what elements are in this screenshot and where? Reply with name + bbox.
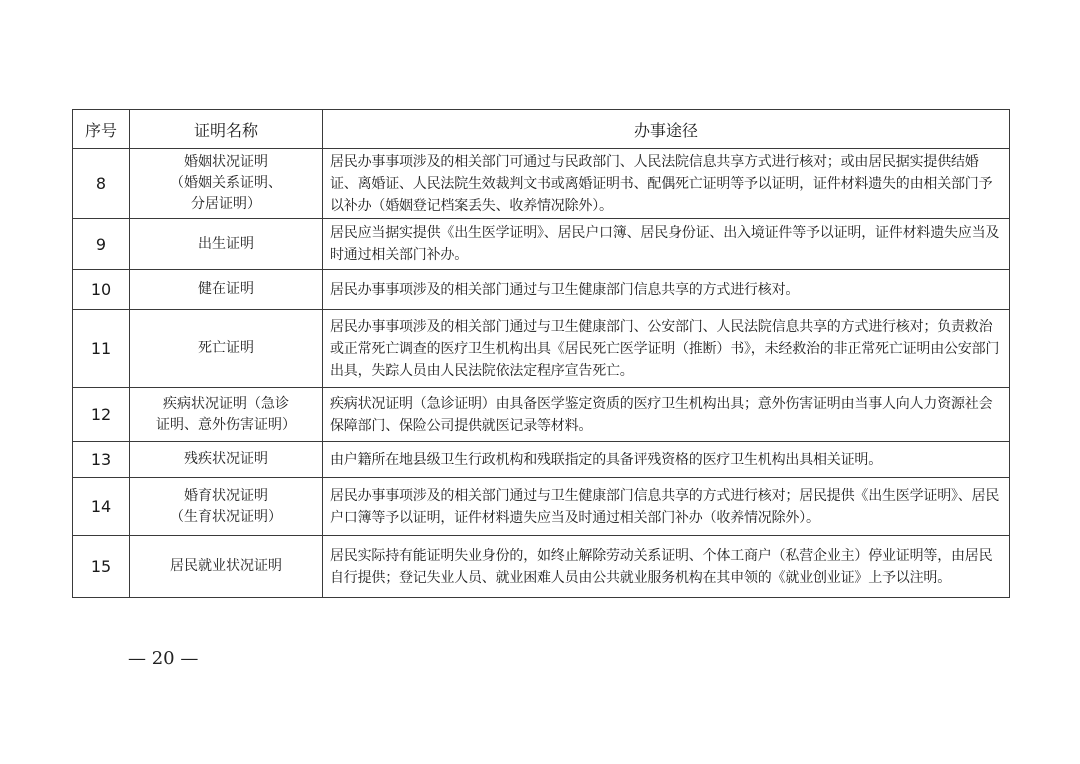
row-number: 14 — [73, 478, 130, 536]
procedure-text: 疾病状况证明（急诊证明）由具备医学鉴定资质的医疗卫生机构出具；意外伤害证明由当事人向人力资源社会保障部门、保险公司提供就医记录等材料。 — [323, 388, 1010, 442]
row-number: 8 — [73, 149, 130, 219]
procedure-text: 居民办事事项涉及的相关部门可通过与民政部门、人民法院信息共享方式进行核对；或由居民据实提供结婚证、离婚证、人民法院生效裁判文书或离婚证明书、配偶死亡证明等予以证明，证件材料遗失的由相关部门予以补办（婚姻登记档案丢失、收养情况除外）。 — [323, 149, 1010, 219]
row-number: 9 — [73, 219, 130, 270]
table-row — [73, 536, 1010, 598]
certificate-name: 死亡证明 — [130, 310, 323, 388]
header-procedure: 办事途径 — [323, 110, 1010, 149]
table-row — [73, 388, 1010, 442]
header-row — [73, 110, 1010, 149]
procedure-text: 居民办事事项涉及的相关部门通过与卫生健康部门信息共享的方式进行核对；居民提供《出生医学证明》、居民户口簿等予以证明，证件材料遗失应当及时通过相关部门补办（收养情况除外）。 — [323, 478, 1010, 536]
procedure-text: 居民办事事项涉及的相关部门通过与卫生健康部门信息共享的方式进行核对。 — [323, 270, 1010, 310]
row-number: 12 — [73, 388, 130, 442]
table-row — [73, 442, 1010, 478]
certificate-name: 健在证明 — [130, 270, 323, 310]
certificate-name: 居民就业状况证明 — [130, 536, 323, 598]
header-seq: 序号 — [73, 110, 130, 149]
certificate-name: 婚育状况证明 （生育状况证明） — [130, 478, 323, 536]
page-number: — 20 — — [128, 648, 199, 669]
procedure-text: 由户籍所在地县级卫生行政机构和残联指定的具备评残资格的医疗卫生机构出具相关证明。 — [323, 442, 1010, 478]
certificate-name: 疾病状况证明（急诊 证明、意外伤害证明） — [130, 388, 323, 442]
procedure-text: 居民办事事项涉及的相关部门通过与卫生健康部门、公安部门、人民法院信息共享的方式进行核对；负责救治或正常死亡调查的医疗卫生机构出具《居民死亡医学证明（推断）书》，未经救治的非正常死亡证明由公安部门出具，失踪人员由人民法院依法定程序宣告死亡。 — [323, 310, 1010, 388]
row-number: 15 — [73, 536, 130, 598]
procedure-text: 居民应当据实提供《出生医学证明》、居民户口簿、居民身份证、出入境证件等予以证明，证件材料遗失应当及时通过相关部门补办。 — [323, 219, 1010, 270]
table-row — [73, 310, 1010, 388]
row-number: 13 — [73, 442, 130, 478]
certificate-name: 出生证明 — [130, 219, 323, 270]
table-row — [73, 149, 1010, 219]
certificate-name: 婚姻状况证明 （婚姻关系证明、 分居证明） — [130, 149, 323, 219]
row-number: 11 — [73, 310, 130, 388]
table-row — [73, 219, 1010, 270]
table-row — [73, 478, 1010, 536]
row-number: 10 — [73, 270, 130, 310]
header-name: 证明名称 — [130, 110, 323, 149]
procedure-text: 居民实际持有能证明失业身份的，如终止解除劳动关系证明、个体工商户（私营企业主）停业证明等，由居民自行提供；登记失业人员、就业困难人员由公共就业服务机构在其申领的《就业创业证》上予以注明。 — [323, 536, 1010, 598]
certificate-table — [72, 109, 1010, 598]
certificate-name: 残疾状况证明 — [130, 442, 323, 478]
table-row — [73, 270, 1010, 310]
